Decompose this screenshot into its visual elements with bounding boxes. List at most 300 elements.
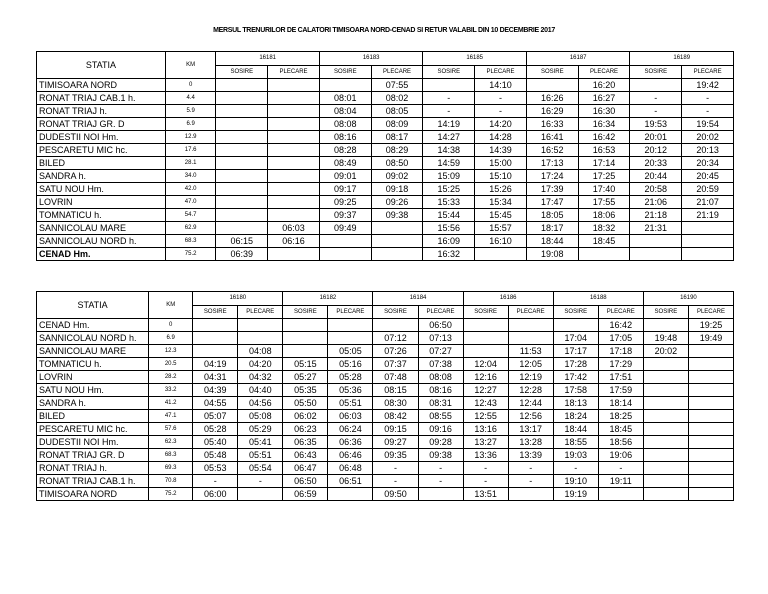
- time-cell: 13:28: [508, 436, 553, 449]
- time-cell: 17:25: [578, 170, 630, 183]
- time-cell: [688, 358, 733, 371]
- time-cell: 04:55: [193, 397, 238, 410]
- time-cell: [598, 488, 643, 501]
- time-cell: -: [193, 475, 238, 488]
- table-row: [37, 449, 734, 462]
- time-cell: 05:51: [238, 449, 283, 462]
- km-value: 6.9: [165, 118, 216, 131]
- time-cell: 06:48: [328, 462, 373, 475]
- time-cell: [630, 248, 682, 261]
- time-cell: 12:55: [463, 410, 508, 423]
- km-value: 41.2: [149, 397, 193, 410]
- station-name: RONAT TRIAJ CAB.1 h.: [37, 475, 149, 488]
- station-name: LOVRIN: [37, 371, 149, 384]
- station-name: PESCARETU MIC hc.: [37, 423, 149, 436]
- time-cell: 07:12: [373, 332, 418, 345]
- time-cell: 06:24: [328, 423, 373, 436]
- time-cell: [643, 462, 688, 475]
- km-value: 33.2: [149, 384, 193, 397]
- time-cell: -: [630, 92, 682, 105]
- station-name: TOMNATICU h.: [37, 209, 166, 222]
- time-cell: 09:26: [371, 196, 423, 209]
- time-cell: 05:07: [193, 410, 238, 423]
- table-row: [37, 410, 734, 423]
- station-name: BILED: [37, 157, 166, 170]
- time-cell: [508, 332, 553, 345]
- time-cell: 14:19: [423, 118, 475, 131]
- time-cell: 15:25: [423, 183, 475, 196]
- station-name: RONAT TRIAJ h.: [37, 105, 166, 118]
- time-cell: 12:04: [463, 358, 508, 371]
- station-name: RONAT TRIAJ GR. D: [37, 118, 166, 131]
- time-cell: 05:51: [328, 397, 373, 410]
- time-cell: 05:05: [328, 345, 373, 358]
- train-number: 16181: [216, 52, 320, 66]
- time-cell: [688, 397, 733, 410]
- time-cell: 18:14: [598, 397, 643, 410]
- time-cell: 06:35: [283, 436, 328, 449]
- time-cell: 07:13: [418, 332, 463, 345]
- time-cell: 04:31: [193, 371, 238, 384]
- time-cell: 16:29: [526, 105, 578, 118]
- depart-header: PLECARE: [688, 305, 733, 319]
- time-cell: 08:29: [371, 144, 423, 157]
- time-cell: 05:53: [193, 462, 238, 475]
- time-cell: 15:45: [475, 209, 527, 222]
- km-value: 0: [149, 319, 193, 332]
- time-cell: [463, 319, 508, 332]
- table-row: [37, 345, 734, 358]
- time-cell: 16:30: [578, 105, 630, 118]
- km-value: 4.4: [165, 92, 216, 105]
- time-cell: [643, 371, 688, 384]
- time-cell: [268, 131, 320, 144]
- table-row: [37, 371, 734, 384]
- km-value: 70.8: [149, 475, 193, 488]
- time-cell: 21:06: [630, 196, 682, 209]
- time-cell: 06:36: [328, 436, 373, 449]
- time-cell: [268, 209, 320, 222]
- km-column-header: KM: [149, 292, 193, 319]
- time-cell: [268, 248, 320, 261]
- table-row: [37, 144, 734, 157]
- station-name: SATU NOU Hm.: [37, 183, 166, 196]
- time-cell: 14:10: [475, 79, 527, 92]
- time-cell: [216, 79, 268, 92]
- time-cell: [216, 183, 268, 196]
- time-cell: 06:03: [328, 410, 373, 423]
- km-value: 75.2: [165, 248, 216, 261]
- time-cell: -: [508, 462, 553, 475]
- time-cell: [526, 79, 578, 92]
- time-cell: 20:34: [682, 157, 734, 170]
- time-cell: [193, 332, 238, 345]
- time-cell: 08:15: [373, 384, 418, 397]
- time-cell: 20:02: [682, 131, 734, 144]
- train-number: 16189: [630, 52, 734, 66]
- time-cell: -: [553, 462, 598, 475]
- km-value: 54.7: [165, 209, 216, 222]
- table-row: [37, 358, 734, 371]
- time-cell: 05:50: [283, 397, 328, 410]
- time-cell: 21:19: [682, 209, 734, 222]
- time-cell: 09:01: [319, 170, 371, 183]
- train-number: 16188: [553, 292, 643, 306]
- time-cell: 20:44: [630, 170, 682, 183]
- time-cell: [268, 79, 320, 92]
- depart-header: PLECARE: [328, 305, 373, 319]
- time-cell: 07:38: [418, 358, 463, 371]
- time-cell: 16:53: [578, 144, 630, 157]
- time-cell: 04:56: [238, 397, 283, 410]
- time-cell: 13:51: [463, 488, 508, 501]
- arrive-header: SOSIRE: [319, 65, 371, 79]
- time-cell: 07:27: [418, 345, 463, 358]
- station-name: SANNICOLAU NORD h.: [37, 332, 149, 345]
- time-cell: 16:26: [526, 92, 578, 105]
- time-cell: 17:39: [526, 183, 578, 196]
- time-cell: 19:42: [682, 79, 734, 92]
- time-cell: 17:58: [553, 384, 598, 397]
- time-cell: [418, 488, 463, 501]
- km-value: 5.9: [165, 105, 216, 118]
- time-cell: -: [423, 105, 475, 118]
- time-cell: 18:25: [598, 410, 643, 423]
- time-cell: 05:36: [328, 384, 373, 397]
- time-cell: 19:03: [553, 449, 598, 462]
- arrive-header: SOSIRE: [193, 305, 238, 319]
- time-cell: 19:10: [553, 475, 598, 488]
- time-cell: 15:26: [475, 183, 527, 196]
- time-cell: 06:16: [268, 235, 320, 248]
- time-cell: [463, 345, 508, 358]
- time-cell: [371, 248, 423, 261]
- time-cell: 06:59: [283, 488, 328, 501]
- table-row: [37, 222, 734, 235]
- time-cell: [643, 397, 688, 410]
- time-cell: 17:13: [526, 157, 578, 170]
- km-value: 69.3: [149, 462, 193, 475]
- time-cell: [319, 248, 371, 261]
- table-row: [37, 475, 734, 488]
- time-cell: 14:27: [423, 131, 475, 144]
- km-value: 62.9: [165, 222, 216, 235]
- time-cell: [508, 488, 553, 501]
- time-cell: 09:28: [418, 436, 463, 449]
- time-cell: [643, 319, 688, 332]
- time-cell: [328, 332, 373, 345]
- time-cell: 08:50: [371, 157, 423, 170]
- km-value: 68.3: [165, 235, 216, 248]
- km-value: 47.1: [149, 410, 193, 423]
- time-cell: 16:33: [526, 118, 578, 131]
- depart-header: PLECARE: [475, 65, 527, 79]
- table-row: [37, 397, 734, 410]
- time-cell: [688, 345, 733, 358]
- time-cell: 05:40: [193, 436, 238, 449]
- time-cell: 16:52: [526, 144, 578, 157]
- km-value: 28.1: [165, 157, 216, 170]
- time-cell: -: [418, 462, 463, 475]
- table-row: [37, 79, 734, 92]
- time-cell: 08:55: [418, 410, 463, 423]
- table-row: [37, 105, 734, 118]
- time-cell: [238, 319, 283, 332]
- time-cell: 20:13: [682, 144, 734, 157]
- time-cell: 18:05: [526, 209, 578, 222]
- time-cell: 13:16: [463, 423, 508, 436]
- table-row: [37, 170, 734, 183]
- table-row: [37, 92, 734, 105]
- time-cell: 12:56: [508, 410, 553, 423]
- time-cell: 05:48: [193, 449, 238, 462]
- time-cell: 20:12: [630, 144, 682, 157]
- time-cell: [578, 248, 630, 261]
- time-cell: 16:42: [598, 319, 643, 332]
- time-cell: 19:54: [682, 118, 734, 131]
- station-name: SANNICOLAU MARE: [37, 345, 149, 358]
- time-cell: [268, 170, 320, 183]
- km-column-header: KM: [165, 52, 216, 79]
- time-cell: 06:39: [216, 248, 268, 261]
- time-cell: 09:18: [371, 183, 423, 196]
- depart-header: PLECARE: [578, 65, 630, 79]
- time-cell: 18:13: [553, 397, 598, 410]
- km-value: 17.6: [165, 144, 216, 157]
- station-name: PESCARETU MIC hc.: [37, 144, 166, 157]
- train-number: 16187: [526, 52, 630, 66]
- time-cell: 19:53: [630, 118, 682, 131]
- header-row-trains: [37, 292, 734, 306]
- km-value: 6.9: [149, 332, 193, 345]
- time-cell: 19:19: [553, 488, 598, 501]
- time-cell: 18:17: [526, 222, 578, 235]
- time-cell: 16:27: [578, 92, 630, 105]
- time-cell: [216, 157, 268, 170]
- time-cell: 05:29: [238, 423, 283, 436]
- time-cell: -: [418, 475, 463, 488]
- table-row: [37, 332, 734, 345]
- depart-header: PLECARE: [418, 305, 463, 319]
- time-cell: 07:37: [373, 358, 418, 371]
- station-name: RONAT TRIAJ GR. D: [37, 449, 149, 462]
- time-cell: -: [238, 475, 283, 488]
- time-cell: 16:41: [526, 131, 578, 144]
- time-cell: 21:31: [630, 222, 682, 235]
- time-cell: 18:56: [598, 436, 643, 449]
- time-cell: 12:28: [508, 384, 553, 397]
- time-cell: [688, 475, 733, 488]
- time-cell: 12:19: [508, 371, 553, 384]
- table-row: [37, 462, 734, 475]
- time-cell: [688, 449, 733, 462]
- station-name: CENAD Hm.: [37, 319, 149, 332]
- time-cell: -: [463, 462, 508, 475]
- time-cell: [643, 410, 688, 423]
- time-cell: [193, 345, 238, 358]
- time-cell: 09:50: [373, 488, 418, 501]
- station-name: SATU NOU Hm.: [37, 384, 149, 397]
- time-cell: [373, 319, 418, 332]
- time-cell: -: [598, 462, 643, 475]
- time-cell: [643, 358, 688, 371]
- table-row: [37, 384, 734, 397]
- time-cell: 09:37: [319, 209, 371, 222]
- time-cell: 21:07: [682, 196, 734, 209]
- time-cell: 08:02: [371, 92, 423, 105]
- time-cell: -: [682, 92, 734, 105]
- time-cell: 18:45: [578, 235, 630, 248]
- time-cell: 07:26: [373, 345, 418, 358]
- time-cell: 06:00: [193, 488, 238, 501]
- table-row: [37, 118, 734, 131]
- table-row: [37, 235, 734, 248]
- time-cell: 15:57: [475, 222, 527, 235]
- table-row: [37, 196, 734, 209]
- time-cell: 05:28: [328, 371, 373, 384]
- time-cell: [283, 332, 328, 345]
- time-cell: 05:15: [283, 358, 328, 371]
- time-cell: 09:38: [371, 209, 423, 222]
- km-value: 47.0: [165, 196, 216, 209]
- depart-header: PLECARE: [371, 65, 423, 79]
- time-cell: 12:16: [463, 371, 508, 384]
- station-name: CENAD Hm.: [37, 248, 166, 261]
- station-name: TOMNATICU h.: [37, 358, 149, 371]
- time-cell: 06:15: [216, 235, 268, 248]
- time-cell: 14:28: [475, 131, 527, 144]
- time-cell: [328, 488, 373, 501]
- time-cell: [688, 384, 733, 397]
- train-number: 16183: [319, 52, 423, 66]
- time-cell: 08:30: [373, 397, 418, 410]
- time-cell: 21:18: [630, 209, 682, 222]
- time-cell: 06:50: [283, 475, 328, 488]
- time-cell: 18:06: [578, 209, 630, 222]
- station-name: RONAT TRIAJ h.: [37, 462, 149, 475]
- time-cell: 17:14: [578, 157, 630, 170]
- time-cell: 20:02: [643, 345, 688, 358]
- km-value: 12.9: [165, 131, 216, 144]
- time-cell: -: [475, 105, 527, 118]
- time-cell: 05:27: [283, 371, 328, 384]
- time-cell: [268, 105, 320, 118]
- time-cell: 08:16: [418, 384, 463, 397]
- time-cell: 04:40: [238, 384, 283, 397]
- time-cell: 09:27: [373, 436, 418, 449]
- time-cell: 05:16: [328, 358, 373, 371]
- time-cell: 06:47: [283, 462, 328, 475]
- time-cell: 14:59: [423, 157, 475, 170]
- time-cell: 08:31: [418, 397, 463, 410]
- time-cell: [682, 235, 734, 248]
- time-cell: 17:18: [598, 345, 643, 358]
- km-value: 57.6: [149, 423, 193, 436]
- time-cell: 17:04: [553, 332, 598, 345]
- arrive-header: SOSIRE: [630, 65, 682, 79]
- time-cell: -: [630, 105, 682, 118]
- time-cell: -: [373, 462, 418, 475]
- time-cell: 18:45: [598, 423, 643, 436]
- time-cell: 17:59: [598, 384, 643, 397]
- time-cell: 18:44: [526, 235, 578, 248]
- time-cell: 09:16: [418, 423, 463, 436]
- time-cell: 08:28: [319, 144, 371, 157]
- arrive-header: SOSIRE: [463, 305, 508, 319]
- time-cell: [371, 222, 423, 235]
- time-cell: 20:45: [682, 170, 734, 183]
- time-cell: 06:43: [283, 449, 328, 462]
- arrive-header: SOSIRE: [283, 305, 328, 319]
- time-cell: 11:53: [508, 345, 553, 358]
- arrive-header: SOSIRE: [423, 65, 475, 79]
- time-cell: 08:05: [371, 105, 423, 118]
- time-cell: 17:29: [598, 358, 643, 371]
- time-cell: 08:16: [319, 131, 371, 144]
- time-cell: 19:06: [598, 449, 643, 462]
- time-cell: 08:04: [319, 105, 371, 118]
- time-cell: 16:20: [578, 79, 630, 92]
- station-name: SANDRA h.: [37, 170, 166, 183]
- time-cell: 08:42: [373, 410, 418, 423]
- time-cell: 17:24: [526, 170, 578, 183]
- time-cell: 06:50: [418, 319, 463, 332]
- time-cell: [283, 345, 328, 358]
- station-name: SANNICOLAU NORD h.: [37, 235, 166, 248]
- time-cell: 08:09: [371, 118, 423, 131]
- time-cell: [643, 475, 688, 488]
- time-cell: -: [508, 475, 553, 488]
- time-cell: [216, 222, 268, 235]
- time-cell: 16:10: [475, 235, 527, 248]
- station-name: RONAT TRIAJ CAB.1 h.: [37, 92, 166, 105]
- time-cell: -: [373, 475, 418, 488]
- train-number: 16184: [373, 292, 463, 306]
- km-value: 42.0: [165, 183, 216, 196]
- km-value: 62.3: [149, 436, 193, 449]
- time-cell: 19:08: [526, 248, 578, 261]
- km-value: 68.3: [149, 449, 193, 462]
- time-cell: 05:28: [193, 423, 238, 436]
- time-cell: 08:01: [319, 92, 371, 105]
- time-cell: [643, 488, 688, 501]
- time-cell: 15:56: [423, 222, 475, 235]
- time-cell: 05:08: [238, 410, 283, 423]
- time-cell: [216, 118, 268, 131]
- time-cell: 17:55: [578, 196, 630, 209]
- time-cell: [283, 319, 328, 332]
- time-cell: -: [463, 475, 508, 488]
- station-name: DUDESTII NOI Hm.: [37, 436, 149, 449]
- time-cell: 17:05: [598, 332, 643, 345]
- time-cell: [688, 423, 733, 436]
- depart-header: PLECARE: [598, 305, 643, 319]
- time-cell: [319, 79, 371, 92]
- time-cell: 06:51: [328, 475, 373, 488]
- time-cell: 17:42: [553, 371, 598, 384]
- time-cell: 16:42: [578, 131, 630, 144]
- time-cell: 19:11: [598, 475, 643, 488]
- time-cell: 20:59: [682, 183, 734, 196]
- time-cell: 08:17: [371, 131, 423, 144]
- km-value: 0: [165, 79, 216, 92]
- time-cell: 09:38: [418, 449, 463, 462]
- timetable-outbound: [36, 51, 734, 261]
- table-row: [37, 436, 734, 449]
- time-cell: [630, 235, 682, 248]
- train-number: 16180: [193, 292, 283, 306]
- time-cell: 18:55: [553, 436, 598, 449]
